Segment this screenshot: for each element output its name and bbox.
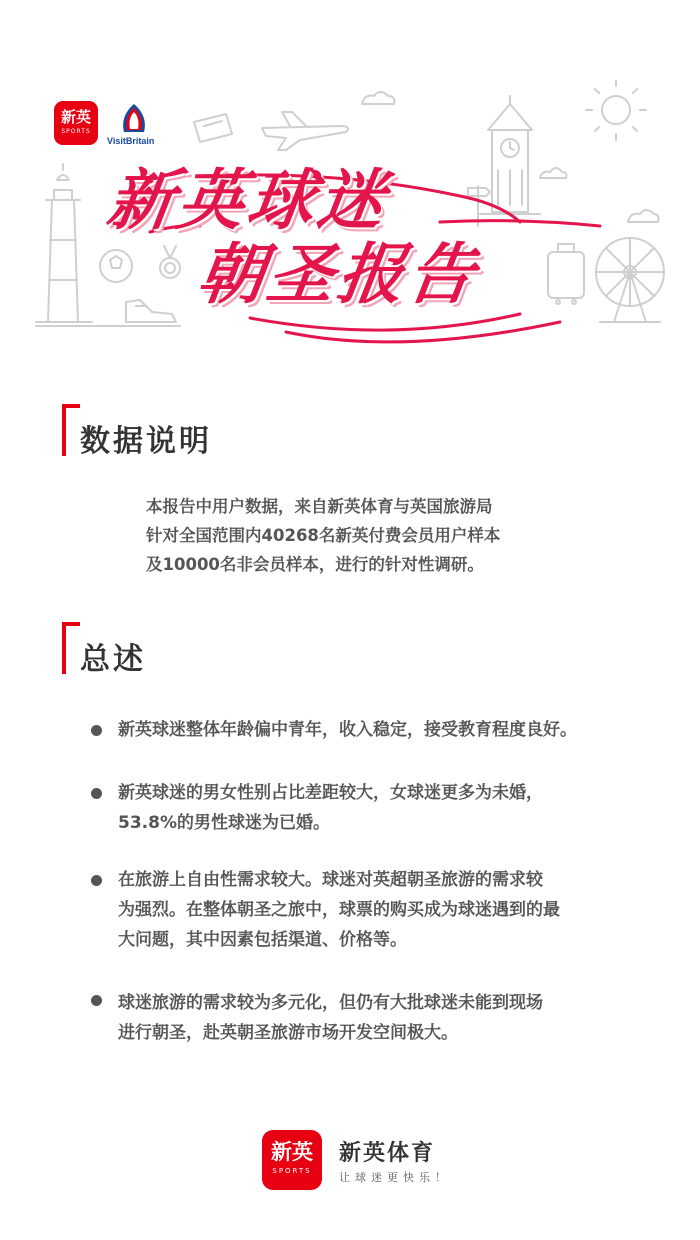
visitbritain-emblem-icon [116, 100, 152, 136]
summary-bullet [118, 865, 628, 955]
data-description-line: 本报告中用户数据，来自新英体育与英国旅游局 [146, 497, 493, 516]
summary-bullet-line: 大问题，其中因素包括渠道、价格等。 [118, 930, 407, 950]
footer-logo-text: 新英 [271, 1140, 313, 1164]
data-description-line: 及10000名非会员样本，进行的针对性调研。 [146, 555, 484, 574]
bullet-dot [91, 875, 102, 886]
visitbritain-logo: VisitBritain [107, 136, 155, 146]
ferris-wheel-icon [596, 238, 664, 322]
bullet-dot [91, 788, 102, 799]
brand-logo [54, 101, 98, 145]
footer-logo-subtext: SPORTS [272, 1167, 312, 1175]
summary-bullet-line: 新英球迷整体年龄偏中青年，收入稳定，接受教育程度良好。 [118, 720, 577, 740]
banner-title-line2: 朝圣报告 [192, 236, 484, 313]
summary-bullet [118, 715, 628, 745]
brand-logo-text: 新英 [60, 108, 91, 126]
airplane-icon [262, 112, 348, 150]
bullet-dot [91, 995, 102, 1006]
suitcase-icon [548, 244, 584, 304]
footer-slogan: 让球迷更快乐！ [339, 1171, 451, 1184]
football-icon [100, 250, 132, 282]
clock-tower-icon [480, 96, 540, 214]
data-description [146, 492, 586, 579]
rain-cloud-icon [540, 168, 567, 178]
footer-logo [262, 1130, 322, 1190]
footer-brand-name: 新英体育 [339, 1141, 436, 1166]
summary-bullet-line: 53.8%的男性球迷为已婚。 [118, 813, 330, 833]
ticket-icon [194, 114, 232, 142]
brand-logo-subtext: SPORTS [61, 128, 91, 135]
swoosh-line [286, 322, 560, 342]
summary-bullet [118, 778, 628, 838]
section-heading-data: 数据说明 [80, 424, 212, 459]
summary-bullet-line: 为强烈。在整体朝圣之旅中，球票的购买成为球迷遇到的最 [118, 900, 560, 920]
sun-icon [586, 80, 646, 140]
summary-bullet-line: 新英球迷的男女性别占比差距较大，女球迷更多为未婚， [118, 783, 543, 803]
bullet-dot [91, 725, 102, 736]
section-marker [62, 622, 80, 674]
summary-bullet-line: 进行朝圣，赴英朝圣旅游市场开发空间极大。 [118, 1023, 458, 1043]
section-marker [62, 404, 80, 456]
data-description-line: 针对全国范围内40268名新英付费会员用户样本 [146, 526, 501, 545]
sneaker-icon [126, 300, 176, 322]
summary-bullet [118, 988, 628, 1048]
cloud-icon [628, 210, 659, 222]
lighthouse-icon [36, 164, 92, 322]
banner-title-line1: 新英球迷 [102, 162, 394, 239]
section-heading-summary: 总述 [80, 642, 146, 677]
cloud-icon [362, 92, 394, 104]
summary-bullet-line: 在旅游上自由性需求较大。球迷对英超朝圣旅游的需求较 [118, 870, 543, 890]
swoosh-line [250, 314, 520, 330]
summary-bullet-line: 球迷旅游的需求较为多元化，但仍有大批球迷未能到现场 [118, 993, 543, 1013]
medal-icon [160, 246, 180, 278]
